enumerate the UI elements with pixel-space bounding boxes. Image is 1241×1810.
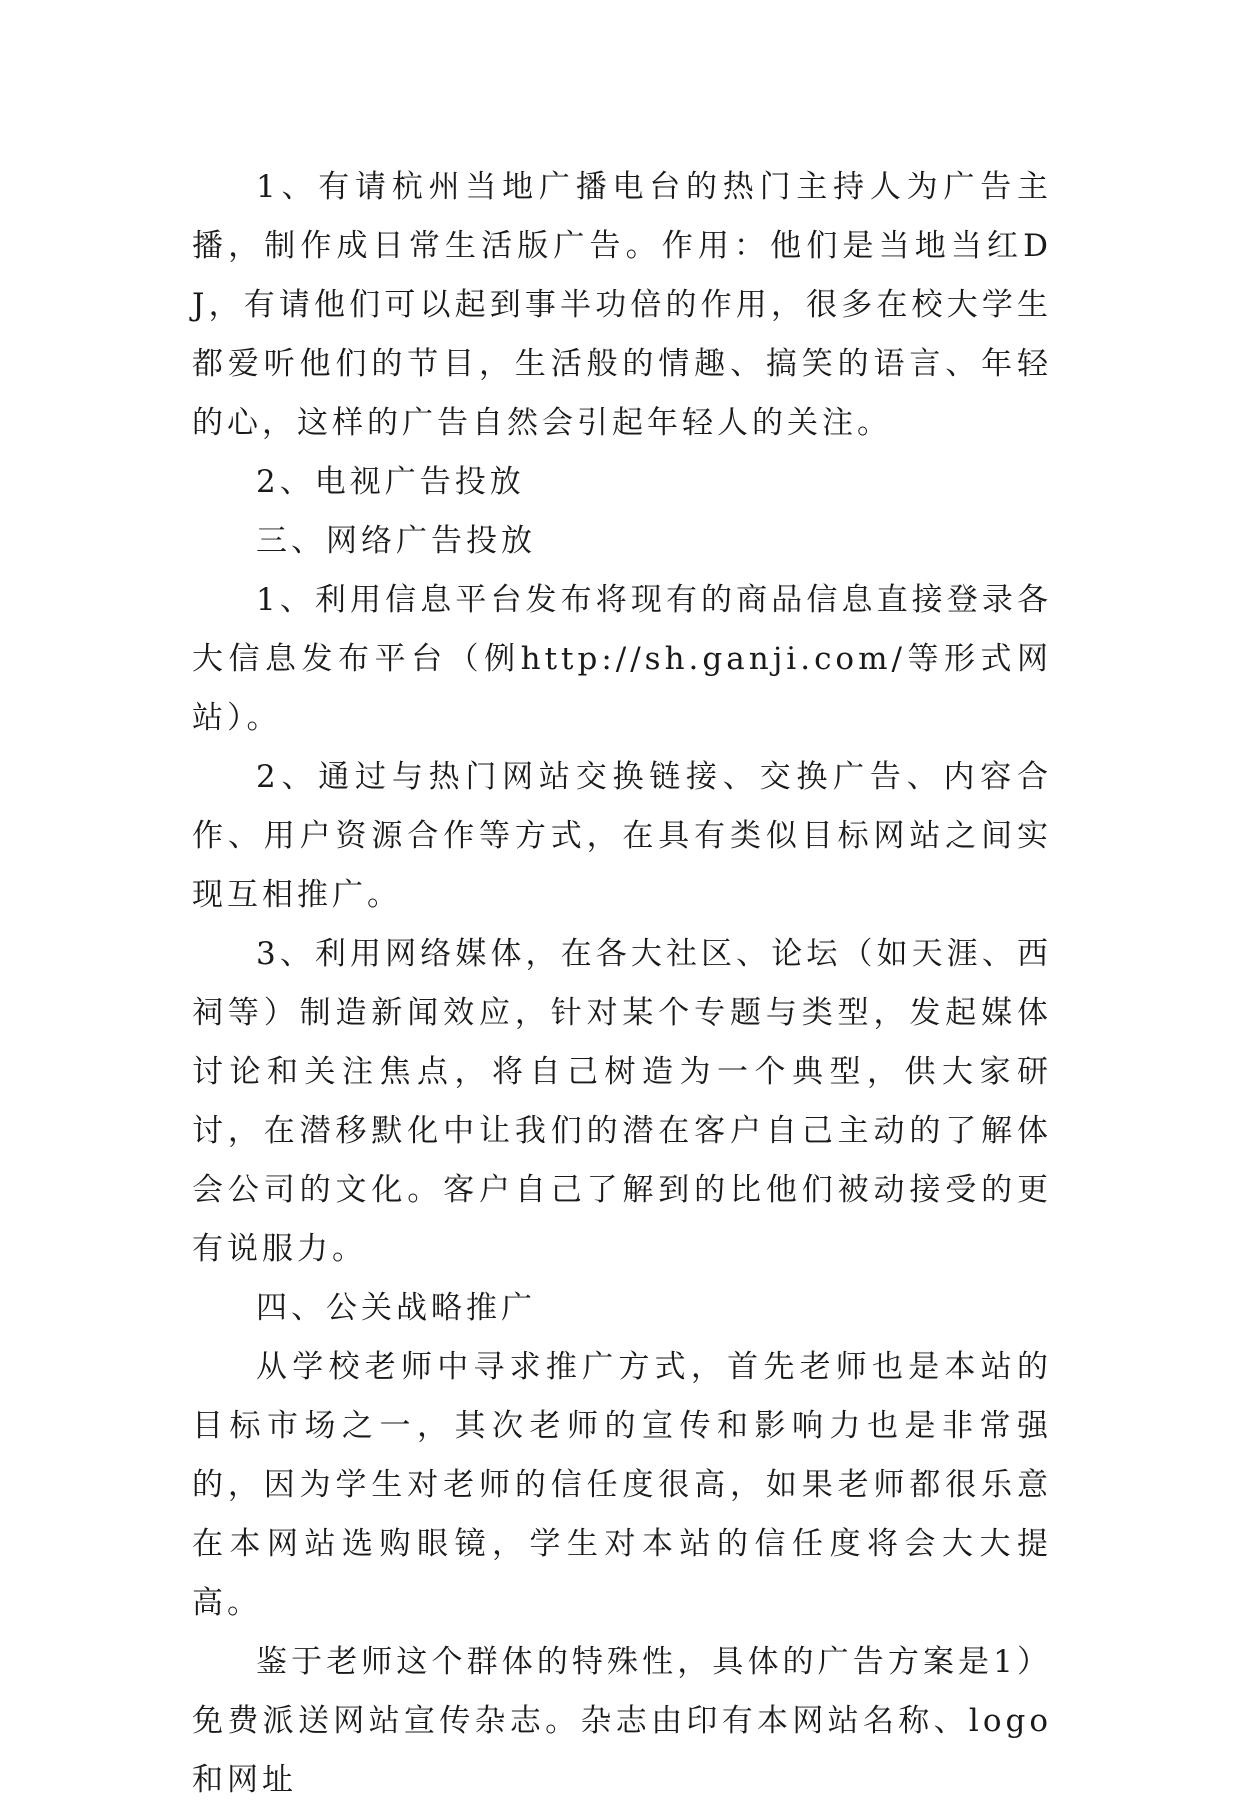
- section-heading-online-ads: 三、网络广告投放: [256, 523, 536, 559]
- section-heading-pr-strategy: 四、公关战略推广: [256, 1290, 536, 1326]
- paragraph-radio-host-ads: 1、有请杭州当地广播电台的热门主持人为广告主播，制作成日常生活版广告。作用：他们是当地当红DJ，有请他们可以起到事半功倍的作用，很多在校大学生都爱听他们的节目，生活般的情趣、搞笑的语言、年轻的心，这样的广告自然会引起年轻人的关注。: [192, 169, 1052, 441]
- document-page: [192, 158, 1052, 1810]
- paragraph-online-media: 3、利用网络媒体，在各大社区、论坛（如天涯、西祠等）制造新闻效应，针对某个专题与类型，发起媒体讨论和关注焦点，将自己树造为一个典型，供大家研讨，在潜移默化中让我们的潜在客户自己主动的了解体会公司的文化。客户自己了解到的比他们被动接受的更有说服力。: [192, 936, 1052, 1267]
- paragraph-ad-plan: 鉴于老师这个群体的特殊性，具体的广告方案是1）免费派送网站宣传杂志。杂志由印有本网站名称、logo和网址: [192, 1644, 1052, 1798]
- paragraph-teachers-promotion: 从学校老师中寻求推广方式，首先老师也是本站的目标市场之一，其次老师的宣传和影响力也是非常强的，因为学生对老师的信任度很高，如果老师都很乐意在本网站选购眼镜，学生对本站的信任度将会大大提高。: [192, 1349, 1052, 1621]
- paragraph-tv-ads: 2、电视广告投放: [256, 464, 525, 500]
- paragraph-link-exchange: 2、通过与热门网站交换链接、交换广告、内容合作、用户资源合作等方式，在具有类似目标网站之间实现互相推广。: [192, 759, 1052, 913]
- paragraph-info-platforms: 1、利用信息平台发布将现有的商品信息直接登录各大信息发布平台（例http://sh.ganji.com/等形式网站）。: [192, 582, 1052, 736]
